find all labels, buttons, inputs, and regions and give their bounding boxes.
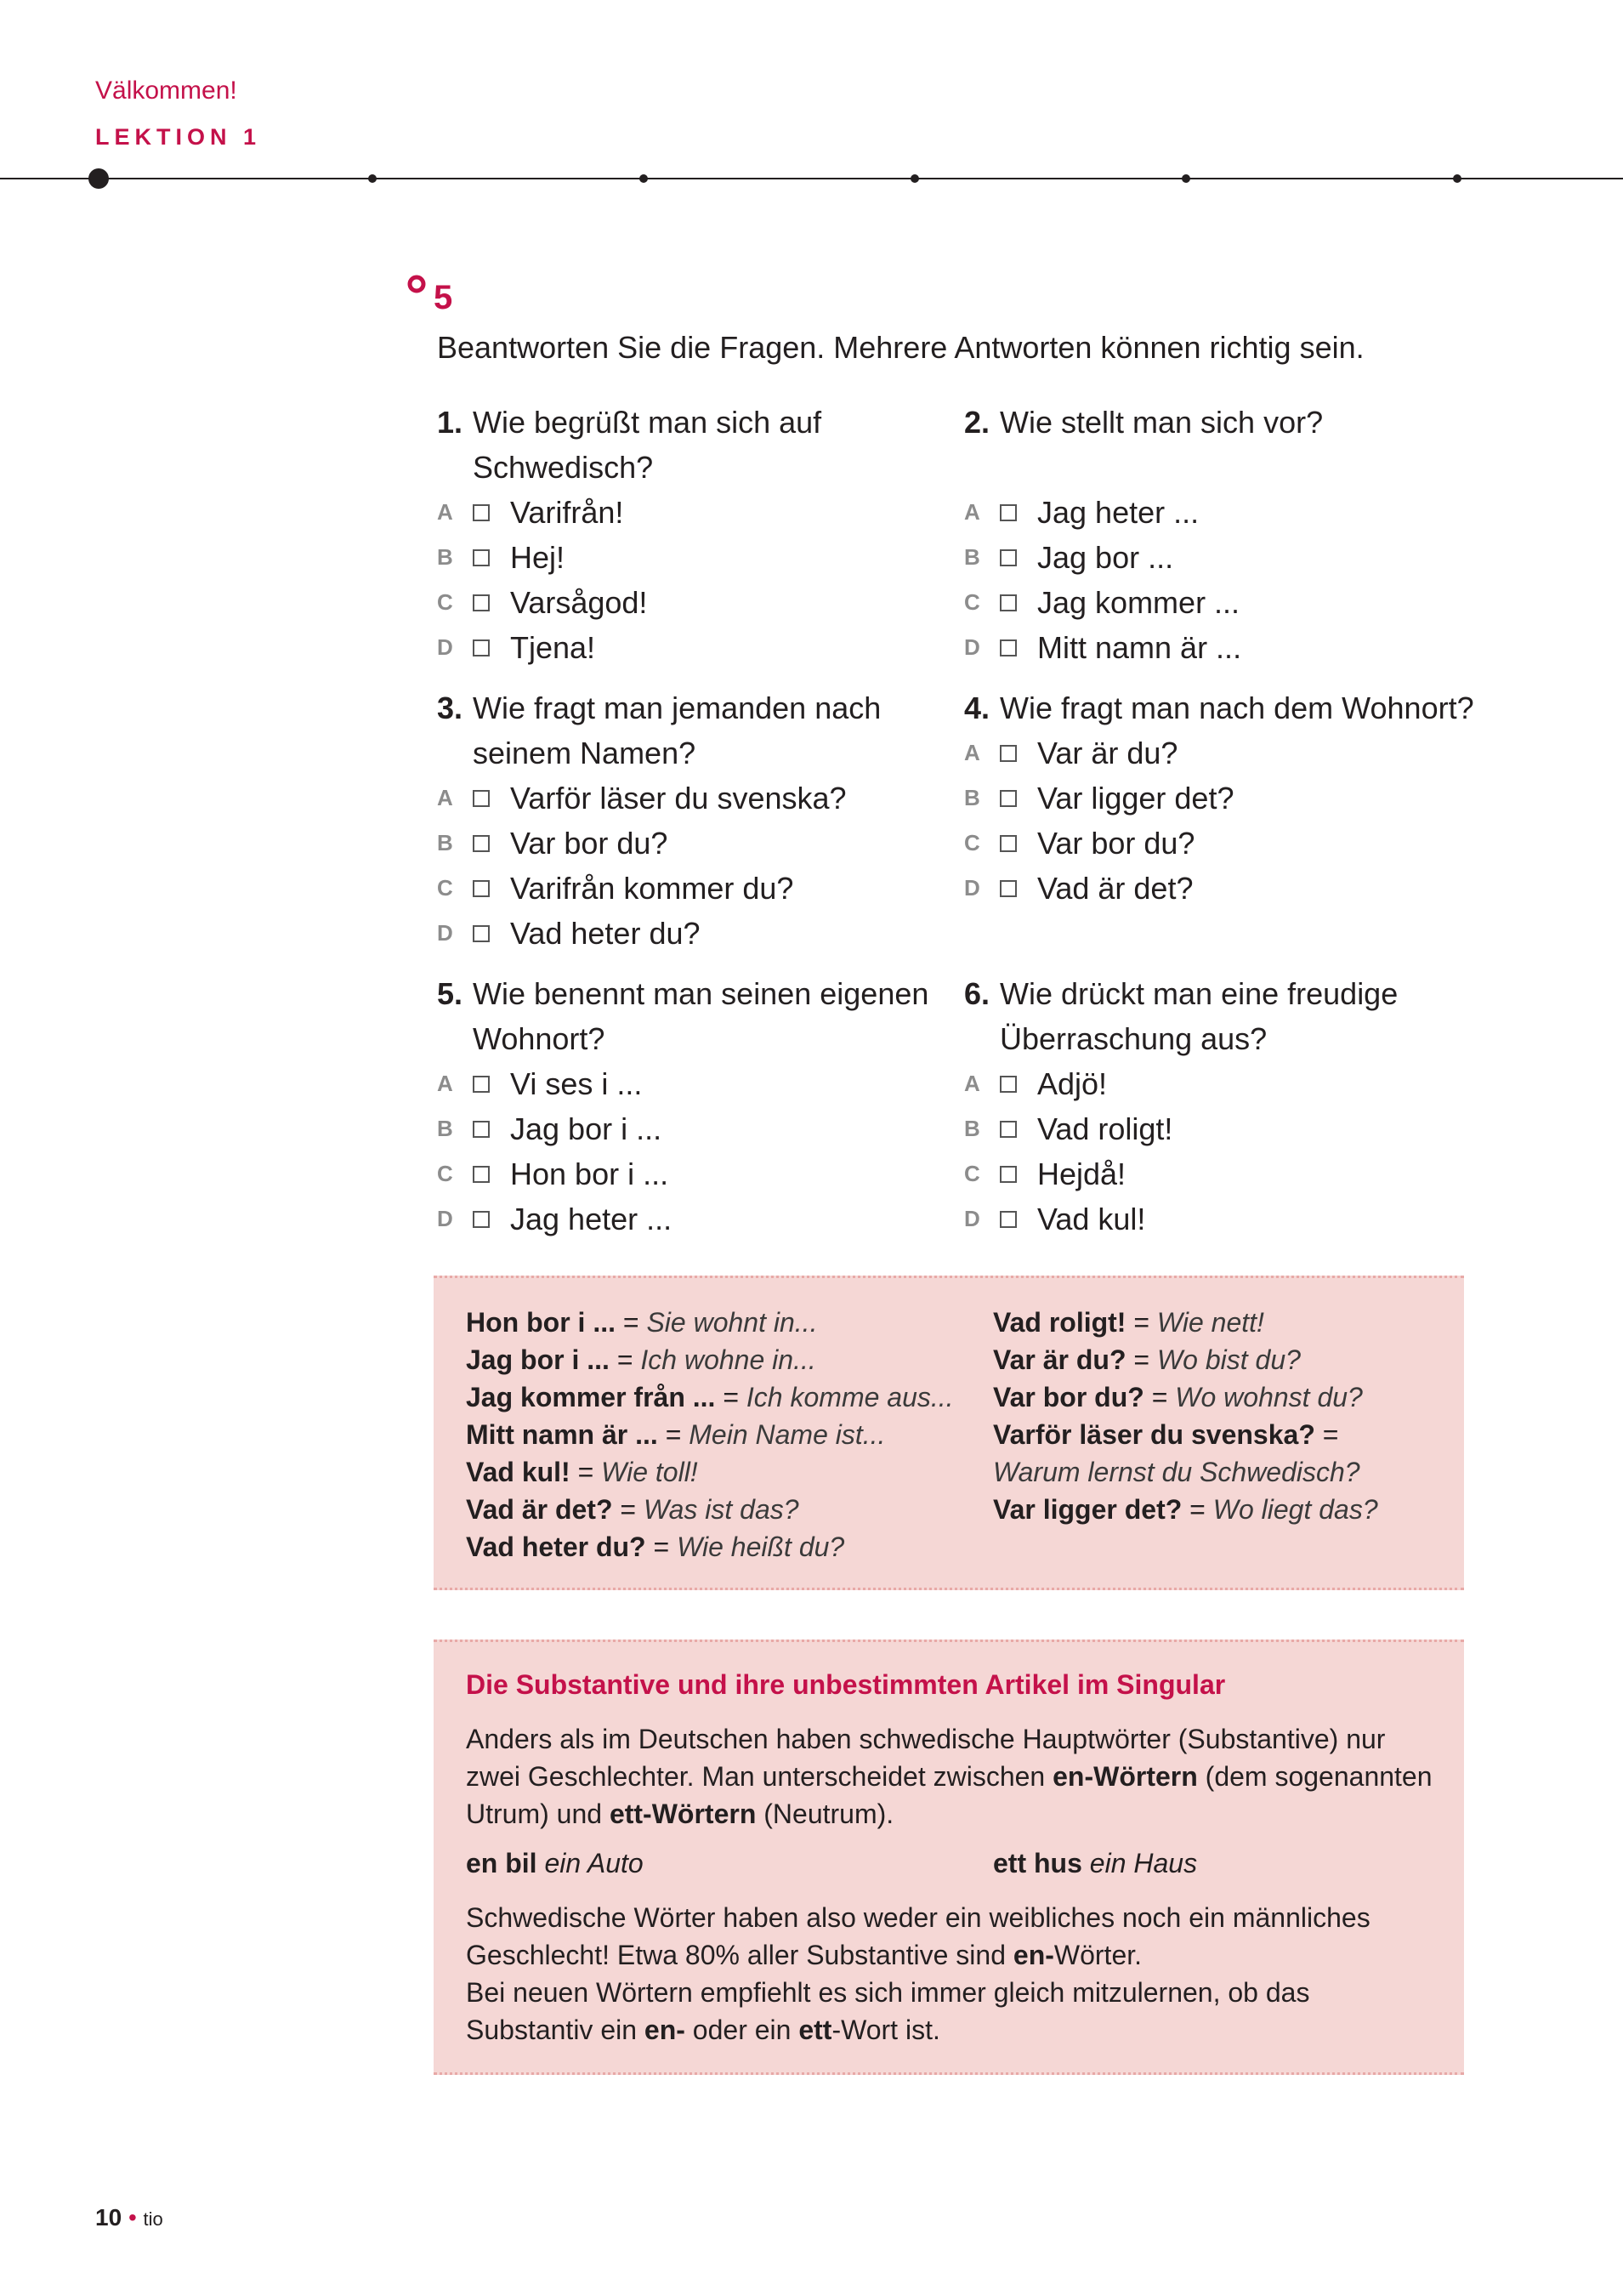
question-6 [964,971,1474,1242]
checkbox[interactable] [473,504,490,521]
checkbox[interactable] [473,1166,490,1183]
option-b[interactable]: B Hej! [437,540,565,575]
checkbox[interactable] [473,1076,490,1093]
vocab-line: Var är du? = Wo bist du? [993,1344,1301,1375]
checkbox[interactable] [473,594,490,611]
checkbox[interactable] [473,549,490,566]
checkbox[interactable] [473,1211,490,1228]
option-d[interactable]: D Vad heter du? [437,916,701,951]
checkbox[interactable] [473,835,490,852]
question-number: 1. [437,405,463,440]
option-c[interactable]: C Varsågod! [437,585,648,620]
option-b[interactable]: B Vad roligt! [964,1111,1173,1146]
question-5 [437,971,947,1242]
vocab-line: Vad heter du? = Wie heißt du? [466,1532,845,1562]
question-3 [437,685,947,956]
page-footer [95,2204,163,2231]
question-number: 2. [964,405,990,440]
checkbox[interactable] [1000,549,1017,566]
checkbox[interactable] [1000,1211,1017,1228]
checkbox[interactable] [473,639,490,656]
option-c[interactable]: C Hon bor i ... [437,1157,669,1191]
vocab-line: Vad är det? = Was ist das? [466,1494,799,1525]
checkbox[interactable] [1000,639,1017,656]
checkbox[interactable] [1000,745,1017,762]
vocab-line: Warum lernst du Schwedisch? [993,1457,1360,1487]
vocab-column-left [466,1304,954,1566]
option-d[interactable]: D Vad är det? [964,871,1194,906]
option-d[interactable]: D Tjena! [437,630,596,665]
vocab-line: Varför läser du svenska? = [993,1419,1339,1450]
exercise-number: 5 [434,279,453,316]
timeline-rule [0,167,1623,192]
bullet-icon: • [128,2204,144,2231]
vocab-column-right [993,1304,1378,1528]
checkbox[interactable] [473,880,490,897]
checkbox[interactable] [473,790,490,807]
question-4 [964,685,1474,911]
option-b[interactable]: B Var bor du? [437,826,668,861]
checkbox[interactable] [473,1121,490,1138]
question-text: Wie drückt man eine freudige Überraschung aus? [1000,976,1399,1056]
chapter-title: Välkommen! [95,77,237,105]
option-a[interactable]: A Vi ses i ... [437,1066,643,1101]
grammar-paragraph-1: Anders als im Deutschen haben schwedische Hauptwörter (Substantive) nur zwei Geschlechter. Man unterscheidet zwischen en-Wörtern (dem sogenannten Utrum) und ett-Wörtern (Neutrum). [466,1724,1433,1829]
grammar-example-en: en bil ein Auto [466,1848,644,1878]
question-text: Wie begrüßt man sich auf Schwedisch? [473,405,822,485]
option-c[interactable]: C Hejdå! [964,1157,1126,1191]
option-b[interactable]: B Jag bor i ... [437,1111,662,1146]
vocab-line: Var bor du? = Wo wohnst du? [993,1382,1363,1412]
checkbox[interactable] [1000,790,1017,807]
timeline-dot-active [88,168,109,189]
option-b[interactable]: B Jag bor ... [964,540,1174,575]
question-number: 5. [437,976,463,1011]
lesson-label: LEKTION 1 [95,124,262,150]
checkbox[interactable] [1000,1076,1017,1093]
exercise-instruction: Beantworten Sie die Fragen. Mehrere Antworten können richtig sein. [437,330,1365,365]
vocabulary-box [434,1276,1464,1590]
question-number: 3. [437,691,463,725]
option-d[interactable]: D Vad kul! [964,1202,1146,1236]
option-c[interactable]: C Var bor du? [964,826,1195,861]
question-1 [437,400,947,670]
grammar-title: Die Substantive und ihre unbestimmten Artikel im Singular [466,1669,1226,1700]
option-a[interactable]: A Var är du? [964,736,1178,770]
option-c[interactable]: C Jag kommer ... [964,585,1240,620]
question-number: 4. [964,691,990,725]
checkbox[interactable] [1000,835,1017,852]
grammar-paragraph-2: Schwedische Wörter haben also weder ein weibliches noch ein männliches Geschlecht! Etwa 80% aller Substantive sind en-Wörter. [466,1902,1370,1970]
question-2 [964,400,1474,670]
question-number: 6. [964,976,990,1011]
question-text: Wie stellt man sich vor? [1000,405,1324,440]
question-text: Wie benennt man seinen eigenen Wohnort? [473,976,929,1056]
checkbox[interactable] [1000,594,1017,611]
vocab-line: Var ligger det? = Wo liegt das? [993,1494,1378,1525]
option-a[interactable]: A Jag heter ... [964,495,1200,530]
grammar-paragraph-3: Bei neuen Wörtern empfiehlt es sich immer gleich mitzulernen, ob das Substantiv ein en- oder ein ett-Wort ist. [466,1977,1310,2045]
grammar-box [434,1640,1464,2075]
vocab-line: Vad kul! = Wie toll! [466,1457,698,1487]
checkbox[interactable] [1000,880,1017,897]
checkbox[interactable] [1000,1166,1017,1183]
option-a[interactable]: A Adjö! [964,1066,1108,1101]
vocab-line: Mitt namn är ... = Mein Name ist... [466,1419,886,1450]
vocab-line: Hon bor i ... = Sie wohnt in... [466,1307,818,1338]
option-a[interactable]: A Varifrån! [437,495,624,530]
page-number-word: tio [143,2208,163,2230]
checkbox[interactable] [473,925,490,942]
question-text: Wie fragt man nach dem Wohnort? [1000,691,1474,725]
checkbox[interactable] [1000,1121,1017,1138]
vocab-line: Jag bor i ... = Ich wohne in... [466,1344,816,1375]
option-b[interactable]: B Var ligger det? [964,781,1234,816]
grammar-example-ett: ett hus ein Haus [993,1848,1198,1878]
option-d[interactable]: D Jag heter ... [437,1202,672,1236]
vocab-line: Jag kommer från ... = Ich komme aus... [466,1382,954,1412]
question-text: Wie fragt man jemanden nach seinem Namen? [473,691,882,770]
option-c[interactable]: C Varifrån kommer du? [437,871,794,906]
option-d[interactable]: D Mitt namn är ... [964,630,1242,665]
checkbox[interactable] [1000,504,1017,521]
vocab-line: Vad roligt! = Wie nett! [993,1307,1264,1338]
option-a[interactable]: A Varför läser du svenska? [437,781,847,816]
page-number: 10 [95,2204,122,2231]
exercise-circle-icon [406,274,427,294]
